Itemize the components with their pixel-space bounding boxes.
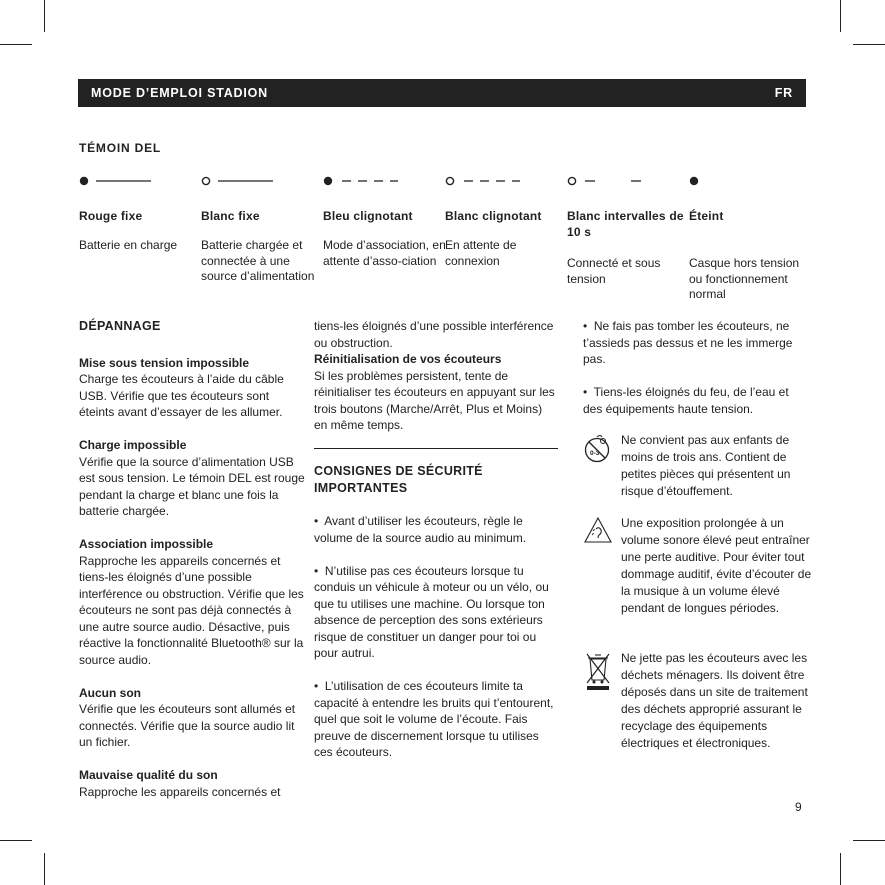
safety-bullet: • Ne fais pas tomber les écouteurs, ne t’assieds pas dessus et ne les immerge pas. [583,319,793,366]
age-restriction-icon [583,432,613,464]
crop-mark [840,853,841,885]
troubleshooting-column [79,318,305,800]
crop-mark [44,853,45,885]
bullet-text: Avant d’utiliser les écouteurs, règle le volume de la source audio au minimum. [314,514,527,545]
section-heading: Mise sous tension impossible [79,355,250,370]
section-body: Vérifie que la source d’alimentation USB est sous tension. Le témoin DEL est rouge pendant la charge et blanc une fois la batterie chargée. [79,454,305,518]
led-item [689,172,813,301]
led-description: Batterie chargée et connectée à une source d’alimentation [201,238,315,283]
led-label: Éteint [689,209,724,223]
crop-mark [0,840,32,841]
led-description: Batterie en charge [79,238,178,252]
safety-bullet: • N’utilise pas ces écouteurs lorsque tu conduis un véhicule à moteur ou un vélo, ou que tu utilises une machine. Ou lorsque ton absence de perception des sons extérieurs risque de constituer un danger pour toi ou pour autrui. [314,563,549,660]
warning-text: Ne jette pas les écouteurs avec les déchets ménagers. Ils doivent être déposés dans un site de traitement des déchets approprié assurant le recyclage des équipements électriques et électroniques. [621,651,808,750]
warning-text: Une exposition prolongée à un volume sonore élevé peut entraîner une perte auditive. Pour éviter tout dommage auditif, évite d’écouter de la musique à un volume élevé pendant de longues périodes. [621,516,812,615]
led-solid-outline-icon [201,172,281,192]
led-item [567,172,691,286]
crop-mark [0,44,32,45]
section-body: Vérifie que les écouteurs sont allumés et connectés. Vérifie que la source audio lit un fichier. [79,702,296,749]
led-interval-outline-icon [567,172,647,192]
led-solid-filled-icon [79,172,159,192]
led-label: Rouge fixe [79,209,143,223]
led-blink-outline-icon [445,172,525,192]
warning-item [583,515,813,617]
crop-mark [853,840,885,841]
safety-column [314,318,558,761]
bullet-text: Ne fais pas tomber les écouteurs, ne t’assieds pas dessus et ne les immerge pas. [583,319,793,366]
led-section-title: TÉMOIN DEL [79,141,161,155]
weee-bin-icon [583,650,613,692]
led-label: Blanc fixe [201,209,260,223]
divider [314,448,558,449]
led-item [323,172,447,268]
hearing-warning-icon [583,515,613,545]
bullet-text: N’utilise pas ces écouteurs lorsque tu conduis un véhicule à moteur ou un vélo, ou que tu utilises une machine. Ou lorsque ton absence de perception des sons extérieurs risque de constituer un danger pour toi ou pour autrui. [314,563,549,660]
warning-item [583,650,813,752]
section-body: Si les problèmes persistent, tente de réinitialiser tes écouteurs en appuyant sur les trois boutons (Marche/Arrêt, Plus et Moins) en même temps. [314,368,555,432]
safety-bullet: • Avant d’utiliser les écouteurs, règle le volume de la source audio au minimum. [314,514,527,545]
section-body: Rapproche les appareils concernés et [79,784,281,799]
crop-mark [44,0,45,32]
led-blink-filled-icon [323,172,403,192]
led-label: Bleu clignotant [323,209,413,223]
header-bar [78,79,806,107]
section-body: Charge tes écouteurs à l’aide du câble USB. Vérifie que tes écouteurs sont éteints avant d’essayer de les allumer. [79,372,284,419]
safety-column-2 [583,318,809,417]
warning-item [583,432,813,500]
bullet-text: L’utilisation de ces écouteurs limite ta capacité à entendre les bruits qui t’entourent, quel que soit le volume de l’écoute. Fais preuve de discernement lorsque tu utilises ces écouteurs. [314,679,554,759]
section-heading: Charge impossible [79,438,187,452]
page-number: 9 [795,800,802,814]
troubleshooting-title: DÉPANNAGE [79,319,161,333]
led-label: Blanc clignotant [445,209,542,223]
age-badge-text: 0-3 [590,450,600,457]
safety-bullet: • L’utilisation de ces écouteurs limite ta capacité à entendre les bruits qui t’entourent, quel que soit le volume de l’écoute. Fais preuve de discernement lorsque tu utilises ces écouteurs. [314,679,554,759]
section-body: Rapproche les appareils concernés et tiens-les éloignés d’une possible interférence ou obstruction. Vérifie que les écouteurs ne sont pas déjà connectés à une autre source audio. Désactive, puis réactive la fonctionnalité Bluetooth® sur la source audio. [79,553,304,667]
section-heading: Réinitialisation de vos écouteurs [314,352,502,366]
section-heading: Aucun son [79,685,141,700]
section-heading: Mauvaise qualité du son [79,768,218,782]
header-language: FR [774,86,793,100]
header-title: MODE D’EMPLOI STADION [91,86,268,100]
led-description: Casque hors tension ou fonctionnement normal [689,256,800,301]
section-heading: Association impossible [79,537,214,551]
led-label: Blanc intervalles de 10 s [567,209,684,239]
warning-text: Ne convient pas aux enfants de moins de trois ans. Contient de petites pièces qui présentent un risque d’étouffement. [621,433,791,498]
crop-mark [840,0,841,32]
led-item [445,172,569,268]
led-item [79,172,203,252]
led-description: En attente de connexion [445,238,517,268]
led-off-icon [689,172,769,192]
led-item [201,172,325,283]
continuation-text: tiens-les éloignés d’une possible interférence ou obstruction. [314,319,554,350]
led-description: Mode d’association, en attente d’asso-ciation [323,238,446,268]
led-description: Connecté et sous tension [567,256,661,286]
safety-title: CONSIGNES DE SÉCURITÉ IMPORTANTES [314,463,483,495]
safety-bullet: • Tiens-les éloignés du feu, de l’eau et des équipements haute tension. [583,385,789,416]
crop-mark [853,44,885,45]
bullet-text: Tiens-les éloignés du feu, de l’eau et des équipements haute tension. [583,385,789,416]
